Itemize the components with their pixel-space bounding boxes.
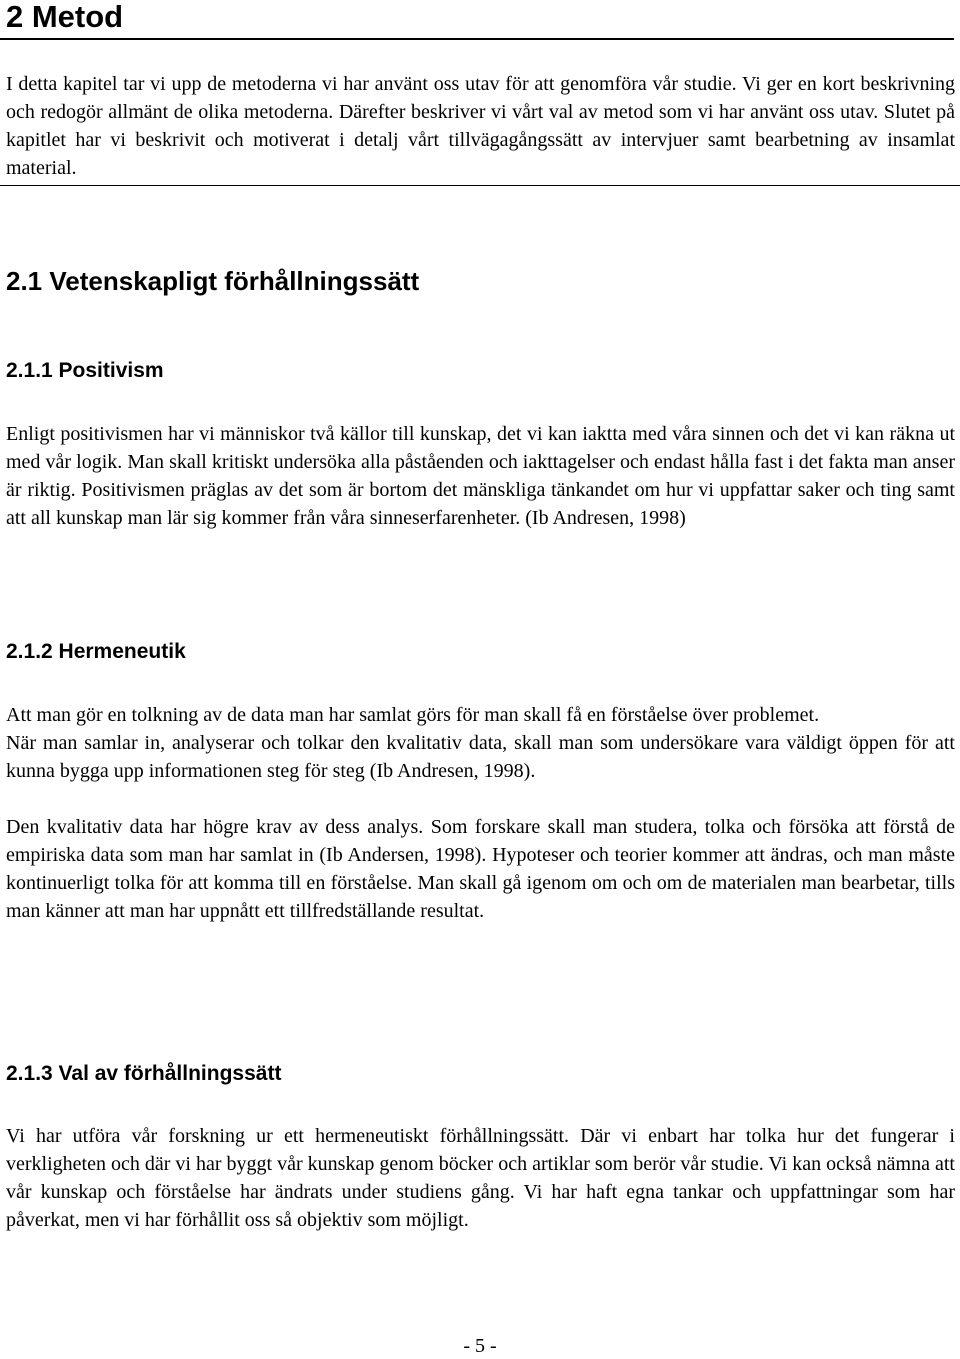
- section-2-1-heading: 2.1 Vetenskapligt förhållningssätt: [6, 266, 420, 296]
- section-2-1-3-heading: 2.1.3 Val av förhållningssätt: [6, 1062, 282, 1085]
- chapter-intro-text: I detta kapitel tar vi upp de metoderna vi har använt oss utav för att genomföra vår studie. Vi ger en kort beskrivning och redogör allmänt de olika metoderna. Därefter beskriver vi vårt val av metod som vi har använt oss utav. Slutet på kapitlet har vi beskrivit och motiverat i detalj vårt tillvägagångssätt av intervjuer samt bearbetning av insamlat material.: [6, 73, 955, 179]
- val-paragraph: Vi har utföra vår forskning ur ett hermeneutiskt förhållningssätt. Där vi enbart har tolka hur det fungerar i verkligheten och där vi har byggt vår kunskap genom böcker och artiklar som berör vår studie. Vi kan också nämna att vår kunskap och förståelse har ändrats under studiens gång. Vi har haft egna tankar och uppfattningar som har påverkat, men vi har förhållit oss så objektiv som möjligt.: [6, 1125, 955, 1231]
- page-footer: [0, 1333, 960, 1359]
- section-2-1-1-heading: 2.1.1 Positivism: [6, 359, 164, 382]
- section-2-1-3-body: [6, 1122, 955, 1234]
- positivism-paragraph: Enligt positivismen har vi människor två källor till kunskap, det vi kan iaktta med våra sinnen och det vi kan räkna ut med vår logik. Man skall kritiskt undersöka alla påståenden och iakttagelser och endast hålla fast i det fakta man anser är riktig. Positivismen präglas av det som är bortom det mänskliga tänkandet om hur vi uppfattar saker och ting samt att all kunskap man lär sig kommer från våra sinneserfarenheter. (Ib Andresen, 1998): [6, 423, 955, 529]
- section-2-1-2-body: [6, 701, 955, 925]
- hermeneutik-paragraph-3: Den kvalitativ data har högre krav av dess analys. Som forskare skall man studera, tolka och försöka att förstå de empiriska data som man har samlat in (Ib Andersen, 1998). Hypoteser och teorier kommer att ändras, och man måste kontinuerligt tolka för att komma till en förståelse. Man skall gå igenom om och om de materialen man bearbetar, tills man känner att man har uppnått ett tillfredställande resultat.: [6, 816, 955, 922]
- section-2-1-1-body: [6, 420, 955, 532]
- section-2-1-2-heading: 2.1.2 Hermeneutik: [6, 640, 186, 663]
- chapter-title: 2 Metod: [6, 0, 124, 34]
- page-number: - 5 -: [463, 1335, 497, 1357]
- chapter-intro: [6, 70, 955, 182]
- intro-divider: [0, 185, 960, 186]
- hermeneutik-paragraph-1: Att man gör en tolkning av de data man har samlat görs för man skall få en förståelse över problemet.: [6, 704, 820, 726]
- hermeneutik-paragraph-2: När man samlar in, analyserar och tolkar den kvalitativ data, skall man som undersökare vara väldigt öppen för att kunna bygga upp informationen steg för steg (Ib Andresen, 1998).: [6, 732, 955, 782]
- chapter-title-underline: [0, 38, 954, 40]
